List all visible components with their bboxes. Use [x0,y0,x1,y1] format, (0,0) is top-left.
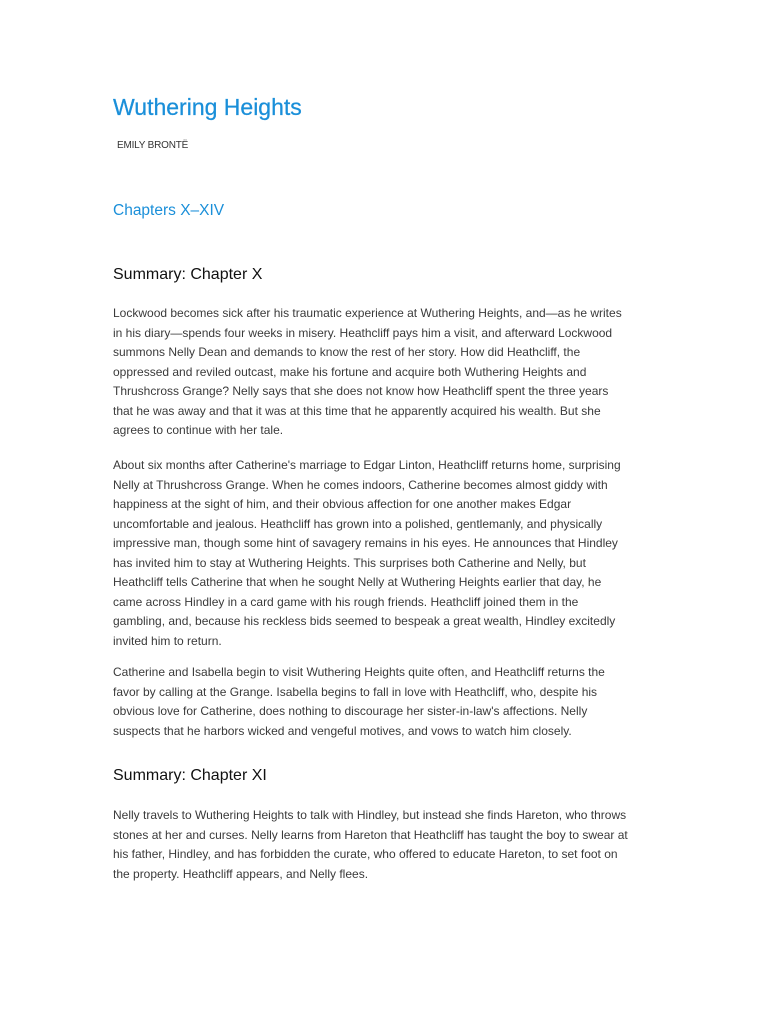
text-line: the property. Heathcliff appears, and Nelly flees. [113,866,369,881]
paragraph [113,304,658,441]
paragraph [113,456,658,651]
text-line: oppressed and reviled outcast, make his fortune and acquire both Wuthering Heights and [113,364,587,379]
chapter-heading: Summary: Chapter XI [113,767,267,784]
text-line: Heathcliff tells Catherine that when he sought Nelly at Wuthering Heights earlier that day, he [113,575,602,589]
text-line: Catherine and Isabella begin to visit Wuthering Heights quite often, and Heathcliff returns the [113,665,605,679]
text-line: gambling, and, because his reckless bids seemed to bespeak a great wealth, Hindley excitedly [113,614,616,628]
text-line: Lockwood becomes sick after his traumatic experience at Wuthering Heights, and—as he writes [113,306,622,320]
text-line: Nelly at Thrushcross Grange. When he comes indoors, Catherine becomes almost giddy with [113,477,608,492]
text-line: has invited him to stay at Wuthering Heights. This surprises both Catherine and Nelly, but [113,555,586,570]
text-line: suspects that he harbors wicked and vengeful motives, and vows to watch him closely. [113,723,572,738]
text-line: Nelly travels to Wuthering Heights to talk with Hindley, but instead she finds Hareton, who throws [113,808,627,822]
text-line: About six months after Catherine's marriage to Edgar Linton, Heathcliff returns home, surprising [113,458,621,472]
text-line: summons Nelly Dean and demands to know the rest of her story. How did Heathcliff, the [113,345,581,359]
text-line: came across Hindley in a card game with his rough friends. Heathcliff joined them in the [113,594,579,609]
text-line: in his diary—spends four weeks in misery. Heathcliff pays him a visit, and afterward Lockwood [113,325,613,340]
text-line: impressive man, though some hint of savagery remains in his eyes. He announces that Hindley [113,536,618,550]
paragraph [113,806,658,884]
text-line: agrees to continue with her tale. [113,423,284,437]
document-title: Wuthering Heights [113,94,302,120]
text-line: uncomfortable and jealous. Heathcliff has grown into a polished, gentlemanly, and physically [113,516,603,531]
chapter-heading: Summary: Chapter X [113,266,263,283]
text-line: favor by calling at the Grange. Isabella begins to fall in love with Heathcliff, who, despite his [113,684,598,699]
text-line: his father, Hindley, and has forbidden the curate, who offered to educate Hareton, to set foot on [113,847,618,861]
paragraph [113,663,658,741]
text-line: happiness at the sight of him, and their obvious affection for one another makes Edgar [113,497,572,511]
text-line: Thrushcross Grange? Nelly says that she does not know how Heathcliff spent the three years [113,384,609,398]
text-line: obvious love for Catherine, does nothing to discourage her sister-in-law's affections. Nelly [113,704,588,718]
text-line: stones at her and curses. Nelly learns from Hareton that Heathcliff has taught the boy to swear at [113,827,628,842]
section-heading: Chapters X–XIV [113,202,225,219]
author-name: EMILY BRONTË [117,140,189,151]
text-line: invited him to return. [113,633,222,648]
text-line: that he was away and that it was at this time that he apparently acquired his wealth. But she [113,403,601,418]
